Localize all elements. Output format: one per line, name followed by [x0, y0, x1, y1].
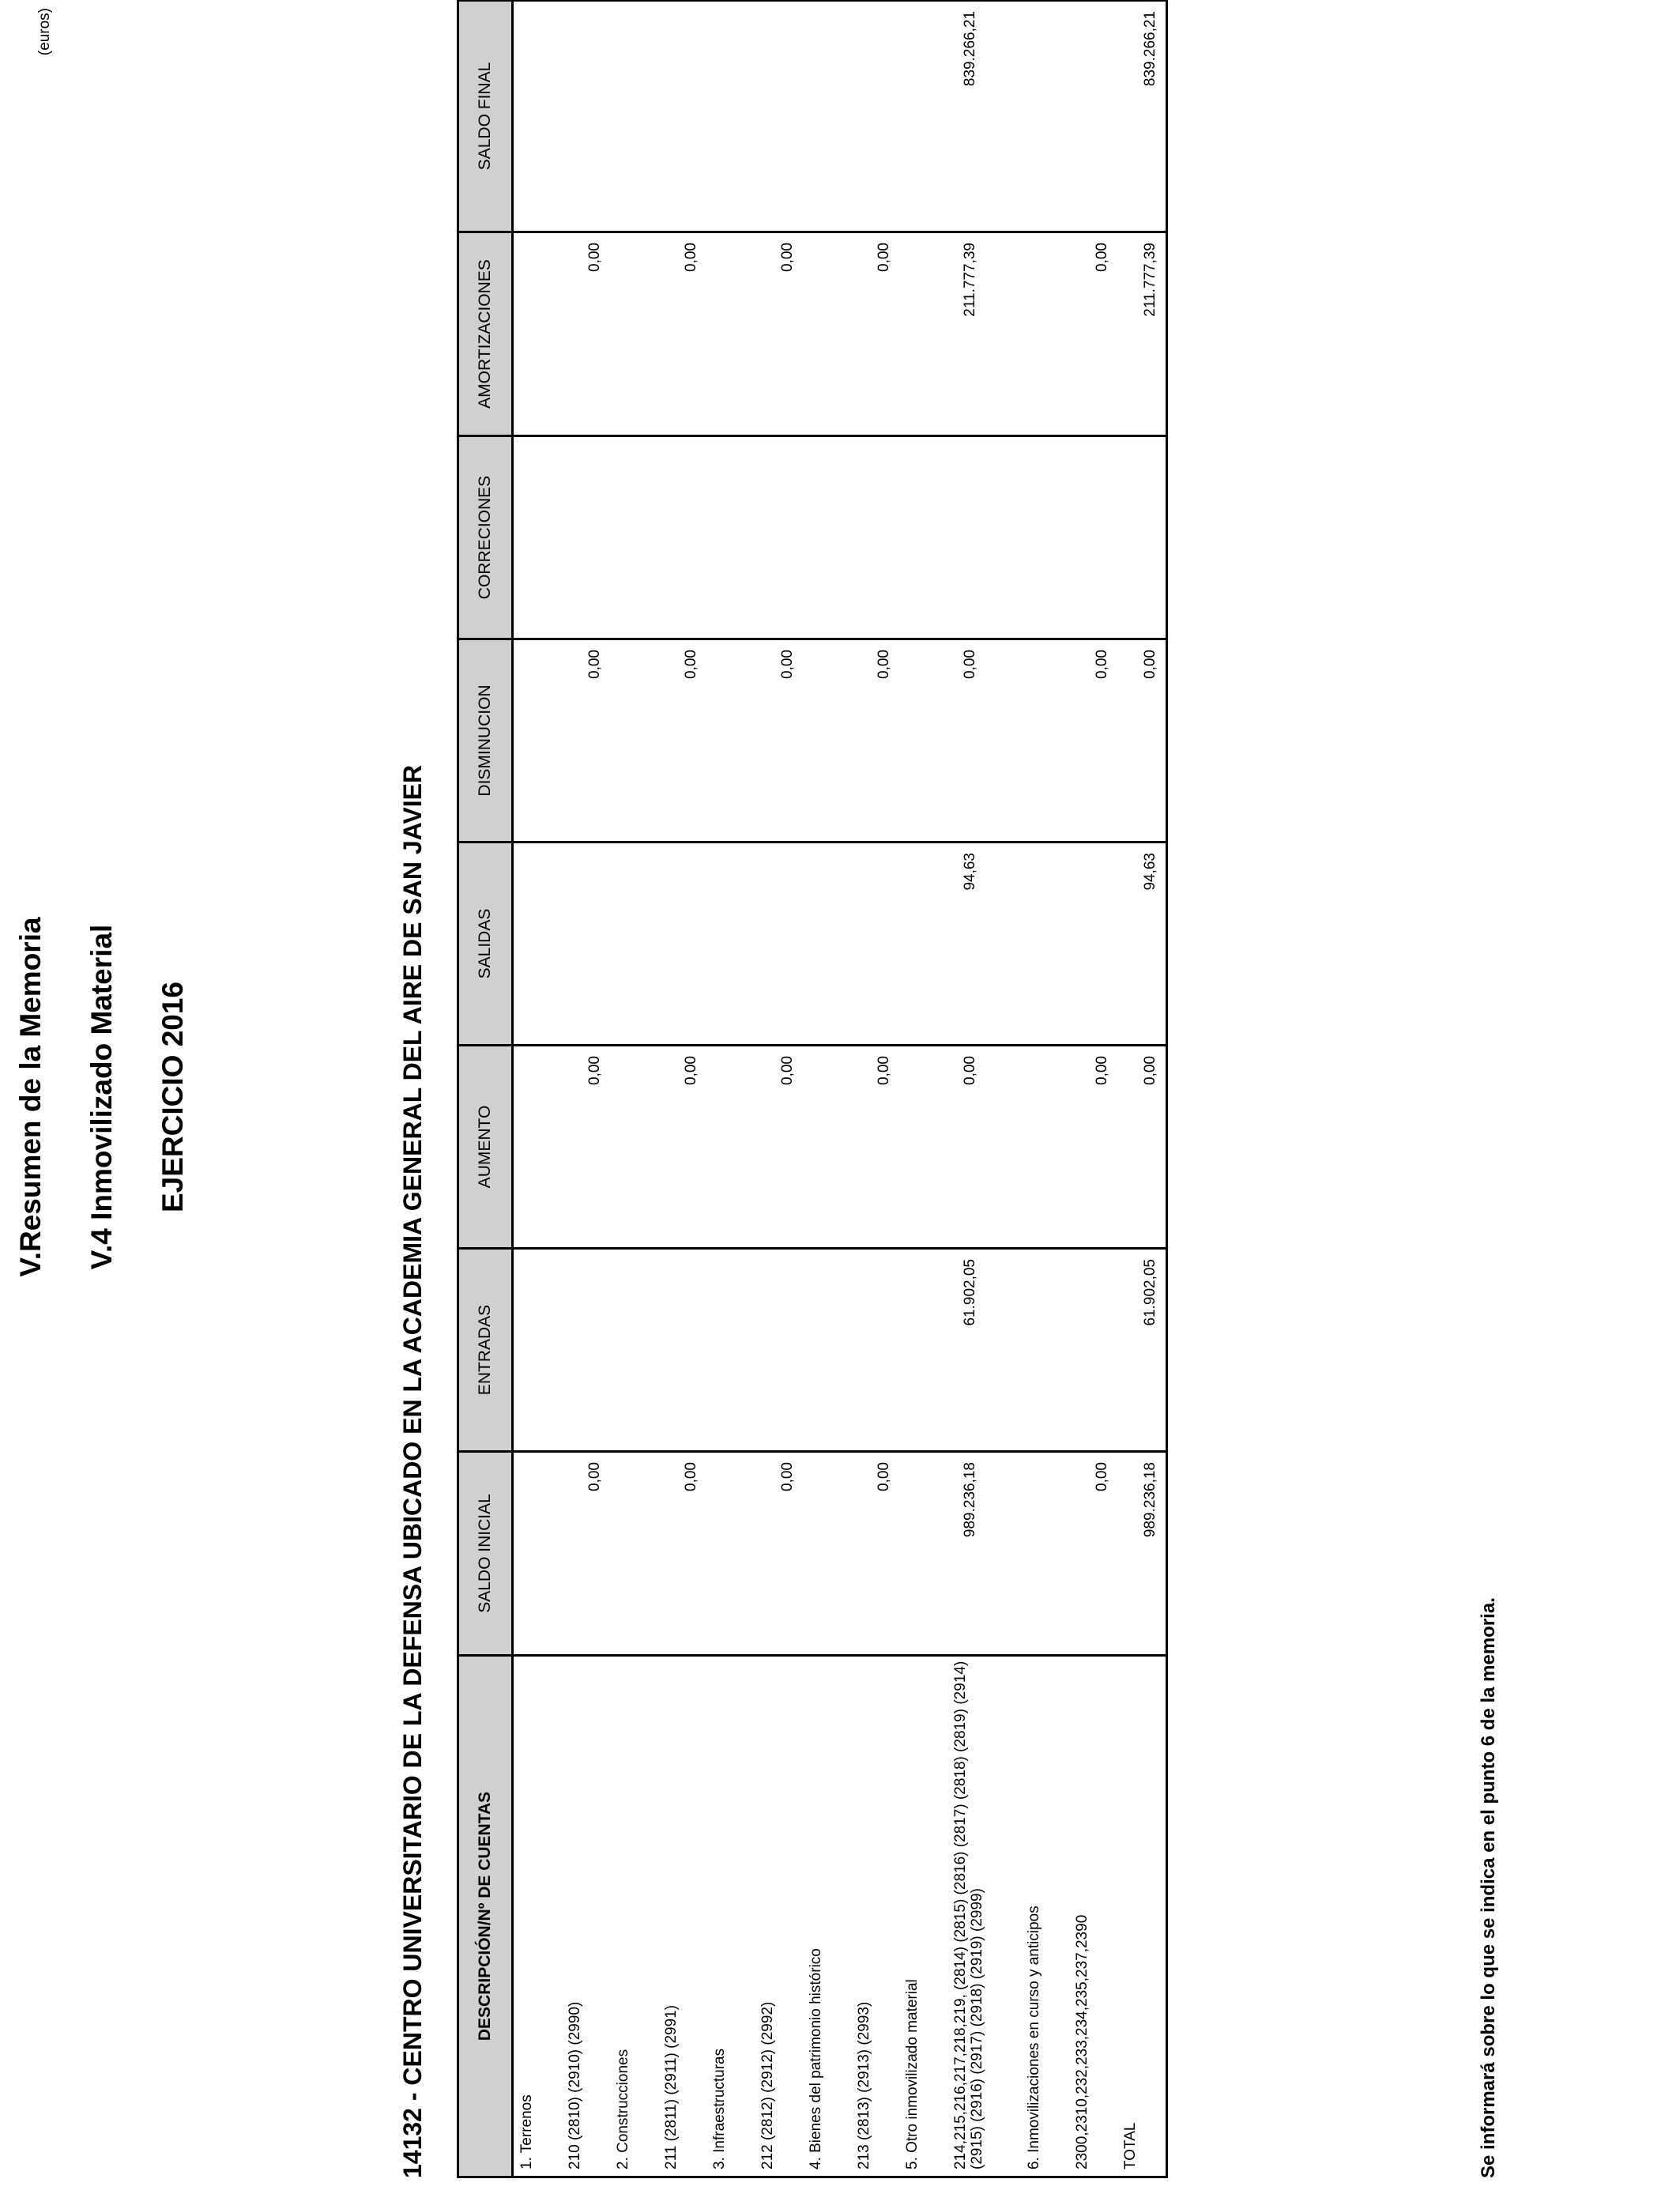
table-cell — [1021, 639, 1069, 843]
table-cell — [755, 436, 803, 639]
table-cell — [706, 1, 755, 232]
table-cell — [899, 843, 947, 1046]
table-cell — [706, 232, 755, 436]
table-cell: 0,00 — [851, 1452, 899, 1656]
table-cell — [706, 639, 755, 843]
table-cell — [562, 1249, 610, 1452]
table-cell — [658, 436, 706, 639]
table-cell — [851, 843, 899, 1046]
table-row — [803, 1, 851, 2177]
column-header: SALIDAS — [458, 843, 513, 1046]
table-cell — [899, 1452, 947, 1656]
table-cell — [899, 232, 947, 436]
table-cell — [562, 1, 610, 232]
table-row — [1021, 1, 1069, 2177]
column-header: SALDO INICIAL — [458, 1452, 513, 1656]
table-cell — [610, 232, 658, 436]
table-cell: 0,00 — [658, 639, 706, 843]
table-cell: 61.902,05 — [947, 1249, 1021, 1452]
table-cell — [513, 1452, 563, 1656]
row-description: 214,215,216,217,218,219, (2814) (2815) (2816) (2817) (2818) (2819) (2914) (2915) (2916) (2917) (2918) (2919) (2999) — [952, 1661, 985, 2169]
table-cell — [706, 436, 755, 639]
table-cell — [899, 639, 947, 843]
table-cell: 0,00 — [755, 232, 803, 436]
table-cell — [513, 232, 563, 436]
table-cell — [1069, 436, 1117, 639]
table-cell — [899, 1, 947, 232]
row-description: 212 (2812) (2912) (2992) — [759, 2001, 776, 2169]
table-cell — [513, 436, 563, 639]
column-header: ENTRADAS — [458, 1249, 513, 1452]
table-cell: 0,00 — [1069, 1452, 1117, 1656]
table-cell: 0,00 — [562, 232, 610, 436]
table-cell — [610, 843, 658, 1046]
table-row — [706, 1, 755, 2177]
table-cell — [803, 639, 851, 843]
table-row — [1069, 1, 1117, 2177]
table-cell: 0,00 — [1117, 639, 1167, 843]
column-header: DESCRIPCIÓN/Nº DE CUENTAS — [458, 1656, 513, 2177]
row-description: 5. Otro inmovilizado material — [904, 1979, 921, 2169]
table-cell: 0,00 — [562, 639, 610, 843]
page-title: V.Resumen de la Memoria — [14, 917, 47, 1277]
table-cell — [658, 843, 706, 1046]
table-cell — [513, 1046, 563, 1249]
table-cell — [803, 843, 851, 1046]
table-cell: 0,00 — [755, 1452, 803, 1656]
table-cell — [851, 436, 899, 639]
table-cell: 0,00 — [1069, 1046, 1117, 1249]
table-cell — [1117, 436, 1167, 639]
table-cell: 839.266,21 — [1117, 1, 1167, 232]
row-description: 4. Bienes del patrimonio histórico — [808, 1948, 824, 2169]
table-cell — [562, 843, 610, 1046]
table-cell: 61.902,05 — [1117, 1249, 1167, 1452]
row-description: 210 (2810) (2910) (2990) — [567, 2001, 583, 2169]
table-cell — [513, 639, 563, 843]
table-cell — [706, 843, 755, 1046]
table-row — [755, 1, 803, 2177]
table-cell — [610, 1046, 658, 1249]
table-cell — [1021, 1, 1069, 232]
table-cell — [706, 1046, 755, 1249]
table-row — [513, 1, 563, 2177]
column-header: AUMENTO — [458, 1046, 513, 1249]
table-row — [899, 1, 947, 2177]
table-cell — [1021, 843, 1069, 1046]
table-cell: 0,00 — [851, 1046, 899, 1249]
column-header: SALDO FINAL — [458, 1, 513, 232]
row-description: 211 (2811) (2911) (2991) — [663, 2004, 680, 2169]
table-cell — [658, 1, 706, 232]
table-cell — [610, 1, 658, 232]
table-row — [947, 1, 1021, 2177]
table-cell — [1021, 1046, 1069, 1249]
table-cell: 0,00 — [947, 1046, 1021, 1249]
table-cell — [513, 1249, 563, 1452]
table-cell: 0,00 — [755, 639, 803, 843]
fiscal-year-title: EJERCICIO 2016 — [156, 981, 189, 1213]
row-description: 1. Terrenos — [518, 2094, 535, 2169]
table-cell — [610, 639, 658, 843]
table-cell: 0,00 — [1069, 639, 1117, 843]
table-row — [610, 1, 658, 2177]
table-cell — [755, 1, 803, 232]
table-cell — [706, 1452, 755, 1656]
table-cell: 0,00 — [658, 1046, 706, 1249]
table-cell: 0,00 — [851, 639, 899, 843]
table-cell — [610, 1249, 658, 1452]
table-cell — [851, 1, 899, 232]
row-description: 2. Construcciones — [615, 2049, 631, 2169]
header-row — [458, 1, 513, 2177]
table-cell — [803, 436, 851, 639]
table-cell — [513, 843, 563, 1046]
row-description: 3. Infraestructuras — [711, 2048, 728, 2169]
table-cell: 0,00 — [562, 1452, 610, 1656]
table-cell — [1021, 436, 1069, 639]
section-title: V.4 Inmovilizado Material — [85, 924, 118, 1270]
table-cell — [1069, 1, 1117, 232]
table-cell — [803, 232, 851, 436]
table-cell: 0,00 — [947, 639, 1021, 843]
table-cell: 839.266,21 — [947, 1, 1021, 232]
table-row — [562, 1, 610, 2177]
table-cell — [755, 1249, 803, 1452]
table-cell: 989.236,18 — [1117, 1452, 1167, 1656]
table-cell — [658, 1249, 706, 1452]
table-cell: 94,63 — [947, 843, 1021, 1046]
table-cell — [610, 1452, 658, 1656]
table-cell: 0,00 — [658, 232, 706, 436]
table-cell — [706, 1249, 755, 1452]
table-cell — [947, 436, 1021, 639]
row-description: TOTAL — [1122, 2122, 1139, 2169]
table-cell — [899, 1046, 947, 1249]
row-description: 213 (2813) (2913) (2993) — [856, 2001, 872, 2169]
table-cell — [1021, 232, 1069, 436]
table-cell — [562, 436, 610, 639]
table-cell — [610, 436, 658, 639]
table-cell: 0,00 — [658, 1452, 706, 1656]
table-cell — [1021, 1249, 1069, 1452]
table-cell: 211.777,39 — [1117, 232, 1167, 436]
entity-title: 14132 - CENTRO UNIVERSITARIO DE LA DEFENSA UBICADO EN LA ACADEMIA GENERAL DEL AIRE DE SAN JAVIER — [398, 764, 427, 2178]
table-cell — [899, 436, 947, 639]
table-cell: 211.777,39 — [947, 232, 1021, 436]
table-cell — [1069, 843, 1117, 1046]
table-cell — [513, 1, 563, 232]
table-cell — [803, 1, 851, 232]
table-cell: 94,63 — [1117, 843, 1167, 1046]
units-label: (euros) — [36, 8, 53, 56]
table-cell: 0,00 — [1069, 232, 1117, 436]
table-cell — [851, 1249, 899, 1452]
table-cell: 0,00 — [755, 1046, 803, 1249]
column-header: CORRECIONES — [458, 436, 513, 639]
table-cell — [1021, 1452, 1069, 1656]
footnote: Se informará sobre lo que se indica en el punto 6 de la memoria. — [1478, 1597, 1499, 2178]
table-row — [1117, 1, 1167, 2177]
fixed-assets-table — [457, 0, 1168, 2178]
table-cell: 0,00 — [562, 1046, 610, 1249]
row-description: 6. Inmovilizaciones en curso y anticipos — [1026, 1906, 1042, 2169]
table-cell — [899, 1249, 947, 1452]
column-header: DISMINUCION — [458, 639, 513, 843]
table-cell — [803, 1046, 851, 1249]
row-description: 2300,2310,232,233,234,235,237,2390 — [1074, 1914, 1090, 2169]
table-cell: 989.236,18 — [947, 1452, 1021, 1656]
table-cell: 0,00 — [851, 232, 899, 436]
table-cell — [1069, 1249, 1117, 1452]
table-cell — [803, 1249, 851, 1452]
table-cell — [803, 1452, 851, 1656]
table-cell — [755, 843, 803, 1046]
column-header: AMORTIZACIONES — [458, 232, 513, 436]
table-cell: 0,00 — [1117, 1046, 1167, 1249]
table-row — [851, 1, 899, 2177]
table-row — [658, 1, 706, 2177]
